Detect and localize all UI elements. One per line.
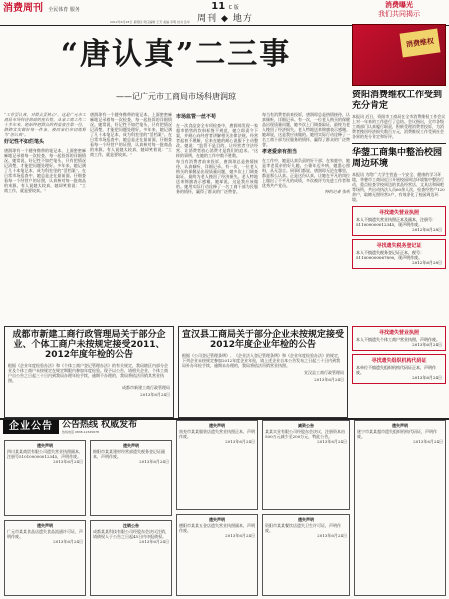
section-body: 在工作中，她是认真负责的好干部；在家庭中，她是孝老爱亲的好儿媳。公婆年迈多病，她悉心照料，从无怨言。同事们都说，唐润琼无论在哪里，都是那么认真。正是这份认真，让她在平凡的岗位上做出了不平凡的成绩，多次被评为先进工作者和优秀共产党员。	[262, 158, 350, 188]
notice-item	[90, 520, 172, 596]
notice-item	[262, 420, 350, 510]
notice-date: 2013年6月24日	[412, 375, 442, 380]
notice-title: 寻找遗失税务登记证	[376, 243, 422, 249]
article-intro: “工作要认真，对群众要热心”，这是广元市工商局市场科唐润琼的座右铭。从事工商工作二十多年来，她始终把群众的利益放在第一位，踏踏实实做好每一件事，被同事们亲切地称为“唐认真”。	[4, 112, 86, 137]
announcement-box	[4, 326, 174, 418]
announcement-date: 2013年6月24日	[314, 377, 344, 382]
sidebar-title: 华蓥工商集中整治校园周边环境	[352, 148, 443, 169]
dateline: 2012年6月28日 星期四 责任编辑 王芳 美编 李明 校对 张华	[110, 20, 191, 24]
notice-body: 本人不慎遗失个体工商户营业执照，声明作废。	[356, 337, 440, 342]
page-number: 11	[211, 1, 226, 12]
section-title: 孝老爱亲有担当	[262, 149, 298, 155]
announcement-date: 2013年6月24日	[140, 392, 170, 397]
section-title: 市场监管一丝不苟	[176, 114, 217, 120]
section-body: 每当有消费者前来投诉，唐润琼总是热情接待，认真倾听，详细记录。有一次，一位老人购买的保健品出现质量问题，她多次上门调查取证，最终为老人挽回了经济损失。老人特地送来锦旗表示感谢。她却说，这是我应该做的。她用实际行动诠释了一名工商干部为民服务的情怀，赢得了群众的广泛赞誉。	[176, 159, 258, 194]
notice-date: 2013年6月24日	[317, 533, 347, 538]
announcement-box	[178, 326, 348, 418]
notice-date: 2013年6月24日	[225, 533, 255, 538]
notice-box	[352, 206, 446, 236]
notice-title: 遗失声明	[123, 443, 139, 448]
notice-body: 本人不慎遗失税务登记证正本，税号：511000000067890，现声明作废。	[356, 250, 424, 260]
notice-item	[90, 440, 172, 516]
notice-section-logo: 企业公告	[3, 420, 59, 434]
notice-date: 2013年6月24日	[412, 342, 442, 347]
page-label: C 版	[228, 5, 239, 11]
notice-title: 寻找遗失营业执照	[378, 330, 419, 336]
notice-body: 广元市某某食品店遗失食品流通许可证，声明作废。	[7, 529, 83, 539]
announcement-title: 宣汉县工商局关于部分企业未按规定接受2012年度企业年检的公告	[182, 330, 345, 350]
notice-title: 寻找遗失营业执照	[378, 210, 419, 216]
notice-body: 四川某某商贸有限公司遗失营业执照副本，注册号510100000012345，声明作废。	[7, 449, 83, 459]
article-column-4	[262, 112, 350, 326]
notice-item	[176, 420, 258, 510]
notice-body: 遂宁市某某超市遗失组织机构代码证，声明作废。	[357, 429, 437, 439]
paper-name: 周刊 ◆ 地方	[197, 14, 253, 24]
brand-name: 消费周刊	[3, 3, 43, 14]
notice-title: 遗失声明	[392, 423, 408, 428]
notice-body: 成都某某科技有限公司经股东会决议注销，请债权人于公告之日起45日内申报债权。	[93, 529, 169, 539]
notice-body: 绵阳市某某建材经营部遗失税务登记证副本，声明作废。	[93, 449, 165, 459]
announcement-title: 成都市新建工商行政管理局关于部分企业、个体工商户未按规定接受2011、2012年度年检的公告	[12, 330, 166, 360]
notice-date: 2013年6月24日	[53, 459, 83, 464]
article-headline: “唐认真”二三事	[60, 37, 292, 72]
brand-subtitle: 全民体育 服务	[48, 7, 80, 13]
notice-box	[352, 326, 446, 351]
column-logo	[352, 1, 446, 23]
notice-title: 寻找遗失组织机构代码证	[371, 358, 427, 364]
notice-section-hotline: 热线电话 0838-12345678	[62, 430, 99, 434]
stamp-badge	[400, 28, 441, 57]
notice-date: 2012年6月28日	[412, 260, 442, 265]
notice-body: 本人不慎遗失营业执照正本及副本，注册号：511000000012345，现声明作废。	[356, 217, 436, 227]
sidebar-body: 本报讯 为给广大学生营造一个安全、健康的学习环境，华蓥市工商局近日开展校园周边环境集中整治行动，重点检查学校周边的食品经营店、文具店和网吧等场所，共出动执法人员60余人次，检查经营户120余户，取缔无照经营5户，有效净化了校园周边环境。	[352, 172, 445, 202]
announcement-right	[352, 326, 446, 418]
consumer-rights-photo	[352, 24, 446, 86]
notice-item	[176, 514, 258, 596]
article-subhead: ——记广元市工商局市场科唐润琼	[116, 92, 236, 101]
notice-date: 2013年6月24日	[139, 459, 169, 464]
notice-box	[352, 239, 446, 269]
notice-title: 注销公告	[123, 523, 139, 528]
column-logo-line1: 消费曝光	[385, 1, 413, 9]
article-column-1	[4, 112, 86, 326]
section-title: 好记性不如烂笔头	[4, 139, 45, 145]
column-logo-line2: 我们共同揭示	[378, 10, 420, 18]
notice-title: 减资公告	[298, 423, 314, 428]
byline: 特约记者 张明	[324, 189, 350, 194]
notice-date: 2013年6月24日	[53, 539, 83, 544]
notice-body: 资阳市某某餐饮店遗失卫生许可证，声明作废。	[265, 523, 341, 533]
notice-title: 遗失声明	[37, 523, 53, 528]
section-body: 唐润琼有一个随身携带的笔记本，上面密密麻麻地记录着每一次检查、每一起投诉的详细情况。她常说，好记性不如烂笔头，只有把情况记清楚，才能把问题处理好。多年来，她记满了几十本笔记本，成为科室里的“活档案”。在日常市场巡查中，她总是走在最前面，仔细查看每一个经营户的证照，认真核对每一批商品的来源。有人说她太较真，她却笑着说：“工商工作，就是要较真。”	[4, 148, 86, 193]
notice-title: 遗失声明	[209, 517, 225, 522]
notice-box	[352, 354, 446, 384]
notice-body: 某某实业有限公司经股东会决议，注册资本由500万元减少至200万元，特此公告。	[265, 429, 345, 439]
notice-section-slogan: 公告热线 权威发布	[62, 420, 138, 430]
divider	[352, 143, 446, 144]
sidebar-body: 本报讯 近日，资阳市工商局在全市消费维权工作会议上对一年来的工作进行了总结。会议指出，全市各级工商部门认真履行职责，积极受理消费者投诉，为消费者挽回经济损失数百万元，消费维权工作受到社会各界的充分肯定和好评。	[352, 114, 446, 139]
stamp-label: 消费维权	[405, 37, 435, 49]
notice-date: 2013年6月24日	[413, 439, 443, 444]
announcement-body: 根据《企业年度检验办法》和《个体工商户登记管理办法》的有关规定，我局辖区内部分企业及个体工商户未按规定在规定期限内参加年度检验。现予以公告，请相关企业、个体工商户自公告之日起三十日内到我局办理年检手续，逾期不办理的，我局将依法吊销其营业执照。	[8, 363, 168, 383]
section-body: 在一次食品安全专项检查中，唐润琼发现一家超市销售的饮料标签不规范，她立即责令下架，并耐心向经营者讲解相关法律法规。经营者起初不理解，后来在她的耐心说服下主动整改。她说：“监管不是目的，让经营者守法经营、让消费者放心消费才是我们的追求。”这样的事例，在她的工作中数不胜数。	[176, 123, 258, 158]
section-body: 唐润琼有一个随身携带的笔记本，上面密密麻麻地记录着每一次检查、每一起投诉的详细情况。她常说，好记性不如烂笔头，只有把情况记清楚，才能把问题处理好。多年来，她记满了几十本笔记本，成为科室里的“活档案”。在日常市场巡查中，她总是走在最前面，仔细查看每一个经营户的证照，认真核对每一批商品的来源。有人说她太较真，她却笑着说：“工商工作，就是要较真。”	[90, 112, 172, 157]
notice-date: 2013年6月24日	[317, 439, 347, 444]
notice-title: 遗失声明	[298, 517, 314, 522]
notice-item	[4, 520, 86, 596]
announcement-signature: 宣汉县工商行政管理局	[304, 370, 344, 375]
notice-body: 南充市某某服装店遗失营业执照正本，声明作废。	[179, 429, 255, 439]
notice-item	[262, 514, 350, 596]
announcement-body: 根据《公司登记管理条例》、《企业法人登记管理条例》和《企业年度检验办法》的规定，下列企业未按规定参加2012年度企业年检，请上述企业自本公告发布之日起三十日内到我局补办年检手续，逾期未办理的，我局将依法吊销营业执照。	[182, 353, 342, 368]
notice-item	[4, 440, 86, 516]
notice-title: 遗失声明	[37, 443, 53, 448]
announcement-signature: 成都市新建工商行政管理局	[122, 385, 170, 390]
notice-title: 遗失声明	[209, 423, 225, 428]
article-column-3	[176, 112, 258, 326]
brand-logo	[3, 3, 111, 23]
notice-date: 2013年6月24日	[225, 439, 255, 444]
notice-item	[354, 420, 446, 596]
notice-date: 2013年6月24日	[139, 539, 169, 544]
notice-body: 德阳市某某五金店遗失营业执照副本，声明作废。	[179, 523, 255, 533]
sidebar	[352, 90, 446, 326]
notice-body: 本单位不慎遗失组织机构代码证正本，声明作废。	[356, 365, 436, 375]
article-column-2	[90, 112, 172, 326]
section-body: 每当有消费者前来投诉，唐润琼总是热情接待，认真倾听，详细记录。有一次，一位老人购买的保健品出现质量问题，她多次上门调查取证，最终为老人挽回了经济损失。老人特地送来锦旗表示感谢。她却说，这是我应该做的。她用实际行动诠释了一名工商干部为民服务的情怀，赢得了群众的广泛赞誉。	[262, 112, 350, 147]
sidebar-title: 资阳消费维权工作受到充分肯定	[352, 90, 443, 111]
notice-date: 2012年6月28日	[412, 227, 442, 232]
